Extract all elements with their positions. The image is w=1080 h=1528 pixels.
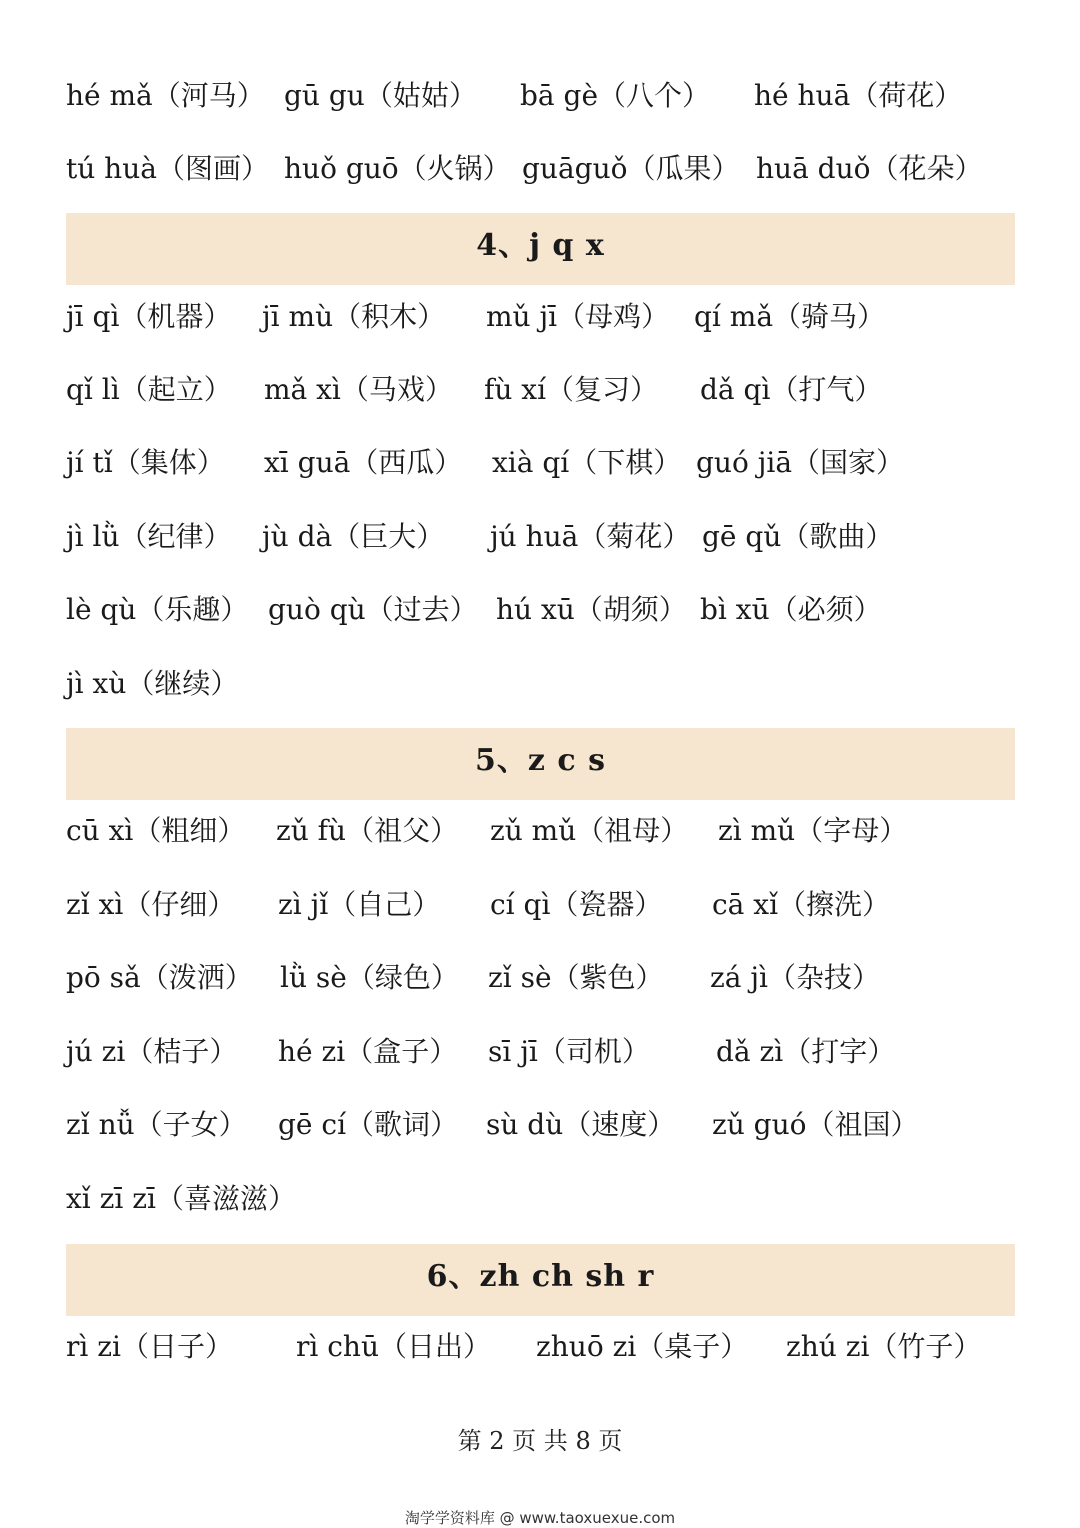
word-item: fù xí（复习）	[484, 373, 659, 406]
word-item: hé huā（荷花）	[754, 79, 963, 112]
word-item: sī jī（司机）	[488, 1035, 650, 1068]
word-item: qǐ lì（起立）	[66, 373, 232, 406]
word-row	[66, 76, 1026, 116]
word-item: jī mù（积木）	[262, 300, 446, 333]
word-item: cā xǐ（擦洗）	[712, 888, 891, 921]
word-item: lǜ sè（绿色）	[280, 961, 459, 994]
word-item: jī qì（机器）	[66, 300, 232, 333]
word-item: xǐ zī zī（喜滋滋）	[66, 1182, 296, 1215]
word-item: zì jǐ（自己）	[278, 888, 441, 921]
word-item: rì zi（日子）	[66, 1330, 233, 1363]
word-item: guāguǒ（瓜果）	[522, 152, 740, 185]
word-item: cū xì（粗细）	[66, 814, 246, 847]
section-title: 6、zh ch sh r	[426, 1259, 655, 1294]
word-item: guò qù（过去）	[268, 593, 478, 626]
word-row	[66, 958, 1026, 998]
word-item: dǎ qì（打气）	[700, 373, 883, 406]
section-title: 5、z c s	[475, 743, 606, 778]
word-item: zì mǔ（字母）	[718, 814, 908, 847]
word-row	[66, 297, 1026, 337]
section-header	[66, 728, 1015, 800]
word-item: hé mǎ（河马）	[66, 79, 265, 112]
word-item: rì chū（日出）	[296, 1330, 491, 1363]
watermark: 淘学学资料库 @ www.taoxuexue.com	[404, 1509, 676, 1527]
word-item: zǐ sè（紫色）	[488, 961, 664, 994]
word-item: bì xū（必须）	[700, 593, 882, 626]
word-item: xià qí（下棋）	[492, 446, 682, 479]
word-row	[66, 885, 1026, 925]
section-header	[66, 1244, 1015, 1316]
word-item: hú xū（胡须）	[496, 593, 687, 626]
word-row	[66, 1105, 1026, 1145]
word-item: cí qì（瓷器）	[490, 888, 663, 921]
word-item: zǔ mǔ（祖母）	[490, 814, 689, 847]
word-item: lè qù（乐趣）	[66, 593, 249, 626]
word-item: huǒ guō（火锅）	[284, 152, 511, 185]
word-item: hé zi（盒子）	[278, 1035, 458, 1068]
word-item: zhuō zi（桌子）	[536, 1330, 749, 1363]
word-row	[66, 443, 1026, 483]
word-item: huā duǒ（花朵）	[756, 152, 983, 185]
section-title: 4、j q x	[476, 228, 605, 263]
word-item: zǐ nǚ（子女）	[66, 1108, 247, 1141]
word-row	[66, 149, 1026, 189]
word-item: dǎ zì（打字）	[716, 1035, 896, 1068]
word-item: qí mǎ（骑马）	[694, 300, 886, 333]
word-row	[66, 1032, 1026, 1072]
word-row	[66, 517, 1026, 557]
word-item: zǐ xì（仔细）	[66, 888, 236, 921]
page-number: 第 2 页 共 8 页	[457, 1427, 623, 1455]
word-item: gē cí（歌词）	[278, 1108, 459, 1141]
word-row	[66, 370, 1026, 410]
word-row	[66, 1179, 1026, 1219]
word-item: guó jiā（国家）	[696, 446, 905, 479]
word-item: jí tǐ（集体）	[66, 446, 225, 479]
word-item: mǎ xì（马戏）	[264, 373, 453, 406]
word-item: zǔ guó（祖国）	[712, 1108, 919, 1141]
word-row	[66, 664, 1026, 704]
word-item: gū gu（姑姑）	[284, 79, 477, 112]
word-item: mǔ jī（母鸡）	[486, 300, 670, 333]
word-item: pō sǎ（泼洒）	[66, 961, 253, 994]
word-item: xī guā（西瓜）	[264, 446, 463, 479]
word-row	[66, 811, 1026, 851]
word-item: zǔ fù（祖父）	[276, 814, 459, 847]
word-item: jú zi（桔子）	[66, 1035, 238, 1068]
word-item: jú huā（菊花）	[490, 520, 691, 553]
word-item: tú huà（图画）	[66, 152, 269, 185]
word-item: bā gè（八个）	[520, 79, 711, 112]
section-header	[66, 213, 1015, 285]
word-item: zá jì（杂技）	[710, 961, 880, 994]
word-item: jì lǜ（纪律）	[66, 520, 232, 553]
word-item: sù dù（速度）	[486, 1108, 676, 1141]
word-item: jì xù（继续）	[66, 667, 239, 700]
word-item: gē qǔ（歌曲）	[702, 520, 894, 553]
word-item: zhú zi（竹子）	[786, 1330, 982, 1363]
word-row	[66, 590, 1026, 630]
word-item: jù dà（巨大）	[262, 520, 445, 553]
word-row	[66, 1327, 1026, 1367]
